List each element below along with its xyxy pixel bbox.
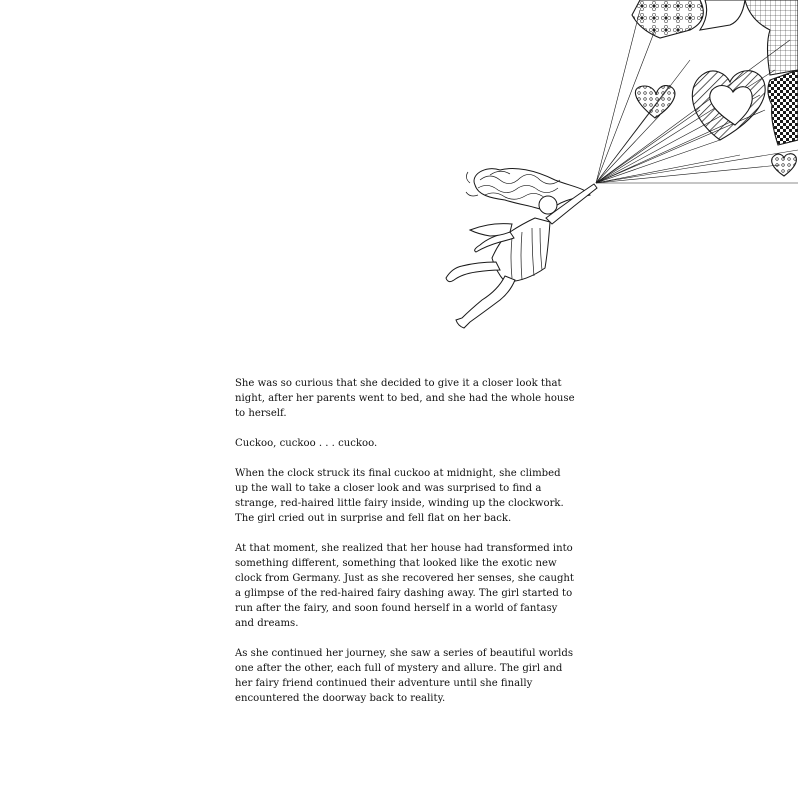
heart-balloons xyxy=(632,0,798,176)
girl-leg-back xyxy=(446,262,500,282)
story-paragraph: When the clock struck its final cuckoo at midnight, she climbed up the wall to take a closer look and was surprised to find a strange, red-haired little fairy inside, winding up the clockwork. The girl cried out in surprise and fell flat on her back. xyxy=(235,468,564,524)
story-paragraph: She was so curious that she decided to give it a closer look that night, after her parents went to bed, and she had the whole house to herself. xyxy=(235,378,575,419)
balloon-grid xyxy=(745,0,798,75)
story-text xyxy=(235,376,575,721)
balloon-plain-top xyxy=(700,0,745,30)
balloon-flowers xyxy=(632,0,703,38)
balloon-checks xyxy=(768,70,798,145)
balloon-dots xyxy=(635,86,675,118)
story-paragraph: As she continued her journey, she saw a series of beautiful worlds one after the other, each full of mystery and allure. The girl and her fairy friend continued their adventure until she finally encountered the doorway back to reality. xyxy=(235,648,574,704)
balloon-small-dots xyxy=(772,154,797,176)
story-paragraph: Cuckoo, cuckoo . . . cuckoo. xyxy=(235,438,378,449)
story-paragraph: At that moment, she realized that her house had transformed into something different, something that looked like the exotic new clock from Germany. Just as she recovered her senses, she caught a glimpse of the red-haired fairy dashing away. The girl started to run after the fairy, and soon found herself in a world of fantasy and dreams. xyxy=(235,543,574,629)
girl-leg-front xyxy=(456,276,515,328)
illustration-girl-with-balloons xyxy=(430,0,798,340)
flying-girl xyxy=(446,168,597,328)
